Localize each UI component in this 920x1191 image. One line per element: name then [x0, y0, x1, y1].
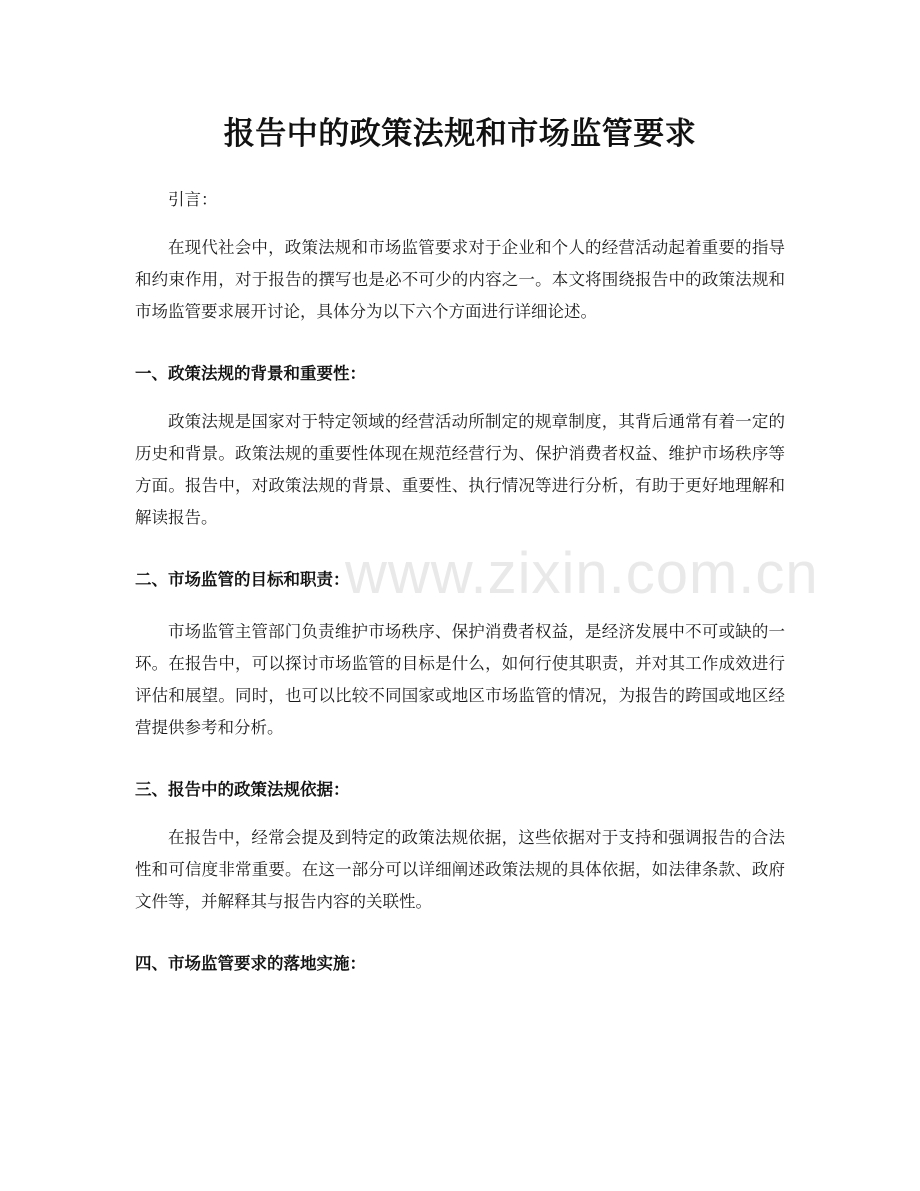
section-3-body: 在报告中，经常会提及到特定的政策法规依据，这些依据对于支持和强调报告的合法性和可信度非常重要。在这一部分可以详细阐述政策法规的具体依据，如法律条款、政府文件等，并解释其与报告内容的关联性。 [135, 828, 785, 911]
intro-paragraph: 在现代社会中，政策法规和市场监管要求对于企业和个人的经营活动起着重要的指导和约束作用，对于报告的撰写也是必不可少的内容之一。本文将围绕报告中的政策法规和市场监管要求展开讨论，具体分为以下六个方面进行详细论述。 [135, 238, 785, 321]
intro-label: 引言： [168, 190, 218, 209]
document-title: 报告中的政策法规和市场监管要求 [223, 116, 697, 152]
watermark: www.zixin.com.cn [345, 541, 819, 606]
section-3-heading: 三、报告中的政策法规依据： [135, 780, 350, 799]
section-2-body: 市场监管主管部门负责维护市场秩序、保护消费者权益，是经济发展中不可或缺的一环。在报告中，可以探讨市场监管的目标是什么，如何行使其职责，并对其工作成效进行评估和展望。同时，也可以比较不同国家或地区市场监管的情况，为报告的跨国或地区经营提供参考和分析。 [135, 622, 785, 737]
section-1-body: 政策法规是国家对于特定领域的经营活动所制定的规章制度，其背后通常有着一定的历史和背景。政策法规的重要性体现在规范经营行为、保护消费者权益、维护市场秩序等方面。报告中，对政策法规的背景、重要性、执行情况等进行分析，有助于更好地理解和解读报告。 [135, 412, 785, 527]
section-1-heading: 一、政策法规的背景和重要性： [135, 364, 366, 383]
section-2-heading: 二、市场监管的目标和职责： [135, 570, 350, 589]
section-4-heading: 四、市场监管要求的落地实施： [135, 954, 366, 973]
